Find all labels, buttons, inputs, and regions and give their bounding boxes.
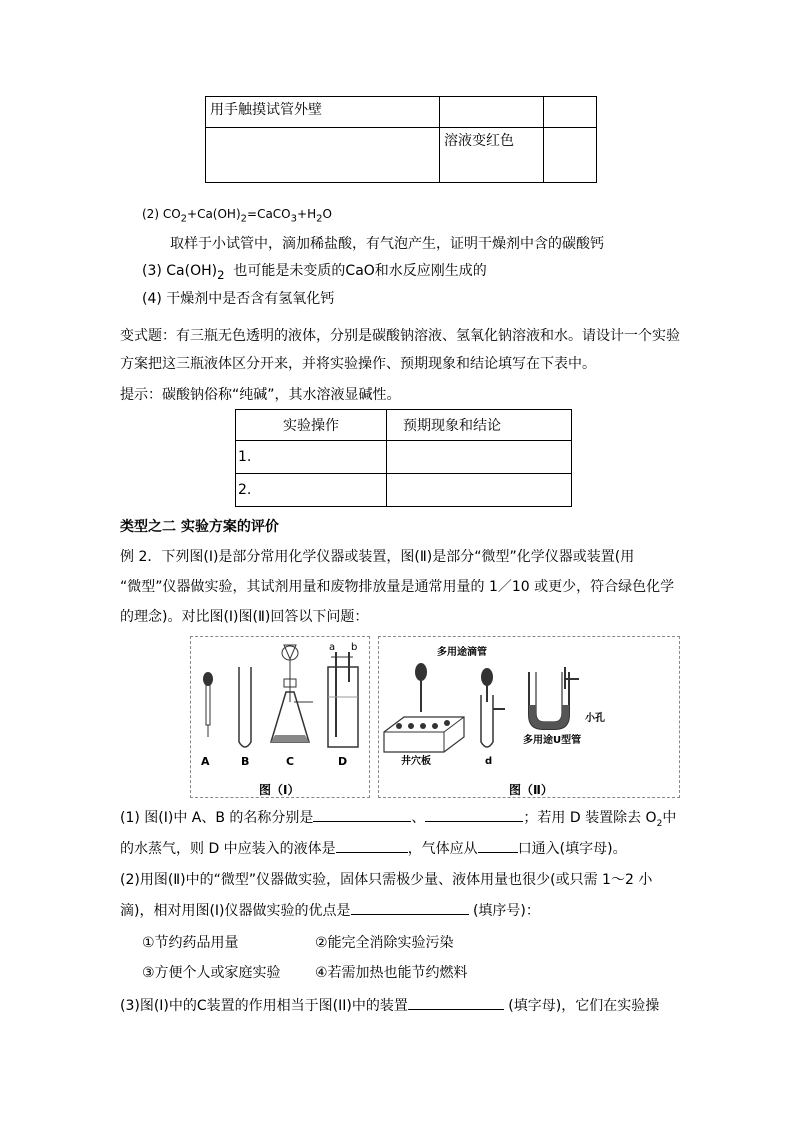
experiment-table	[235, 409, 572, 507]
table-cell	[206, 128, 440, 183]
dropper-tube-icon	[481, 668, 505, 747]
option-1: ①节约药品用量	[142, 935, 239, 951]
section-title: 类型之二 实验方案的评价	[120, 519, 279, 535]
answer-blank-b[interactable]	[425, 807, 523, 822]
label-plate: 井穴板	[401, 756, 431, 767]
result-table	[205, 96, 597, 183]
answer-2-text: 取样于小试管中，滴加稀盐酸，有气泡产生，证明干燥剂中含的碳酸钙	[170, 236, 604, 252]
label-a-port: a	[329, 642, 336, 653]
example-line-2: “微型”仪器做实验，其试剂用量和废物排放量是通常用量的 1／10 或更少，符合绿色化学	[120, 579, 675, 595]
option-3: ③方便个人或家庭实验	[142, 965, 281, 981]
u-tube-icon	[529, 667, 579, 729]
answer-3-text: (3) $Ca(OH)_2$ 也可能是未变质的CaO和水反应刚生成的	[142, 263, 487, 282]
table-cell: 2.	[236, 474, 387, 507]
label-hole: 小孔	[585, 713, 605, 724]
test-tube-icon	[239, 667, 251, 747]
figure-1-caption: 图（Ⅰ）	[259, 783, 300, 797]
figure-1	[190, 636, 370, 798]
question-1-line-2: 的水蒸气，则 D 中应装入的液体是 ，气体应从 口通入(填字母)。	[120, 838, 627, 858]
gas-bottle-icon	[328, 652, 358, 747]
variant-hint: 提示：碳酸钠俗称“纯碱”，其水溶液显碱性。	[120, 387, 401, 403]
table-cell	[544, 128, 597, 183]
label-c: C	[286, 755, 295, 768]
table-header: 预期现象和结论	[387, 410, 572, 441]
dropper-icon	[203, 672, 213, 737]
table-cell[interactable]	[387, 441, 572, 474]
answer-blank-port[interactable]	[478, 838, 518, 853]
option-4: ④若需加热也能节约燃料	[315, 965, 468, 981]
figure-2-caption: 图（Ⅱ）	[509, 783, 553, 797]
question-2-line-2: 滴)，相对用图(Ⅰ)仪器做实验的优点是 (填序号)：	[120, 900, 540, 920]
label-a: A	[201, 755, 210, 768]
variant-line-2: 方案把这三瓶液体区分开来，并将实验操作、预期现象和结论填写在下表中。	[120, 356, 596, 372]
example-line-3: 的理念)。对比图(Ⅰ)图(Ⅱ)回答以下问题：	[120, 609, 369, 625]
table-cell: 溶液变红色	[440, 128, 544, 183]
figure-1-drawing	[191, 637, 369, 777]
figure-2-drawing	[379, 637, 679, 777]
answer-blank-liquid[interactable]	[336, 838, 408, 853]
label-d: D	[338, 755, 348, 768]
question-3-line-1: (3)图(Ⅰ)中的C装置的作用相当于图(II)中的装置 (填字母)，它们在实验操	[120, 995, 659, 1015]
table-cell: 1.	[236, 441, 387, 474]
multi-dropper-icon	[415, 663, 427, 712]
well-plate-icon	[384, 717, 464, 752]
answer-blank-a[interactable]	[313, 807, 411, 822]
example-line-1: 例 2．下列图(Ⅰ)是部分常用化学仪器或装置，图(Ⅱ)是部分“微型”化学仪器或装置(用	[120, 549, 635, 565]
answer-blank-device[interactable]	[408, 995, 504, 1010]
table-cell	[440, 97, 544, 128]
answer-4-text: (4) 干燥剂中是否含有氢氧化钙	[142, 291, 335, 307]
variant-line-1: 变式题：有三瓶无色透明的液体，分别是碳酸钠溶液、氢氧化钠溶液和水。请设计一个实验	[120, 328, 680, 344]
table-cell	[544, 97, 597, 128]
table-cell[interactable]	[387, 474, 572, 507]
label-utube: 多用途U型管	[523, 735, 582, 746]
answer-blank-advantage[interactable]	[351, 900, 469, 915]
label-d-device: d	[485, 756, 493, 767]
option-2: ②能完全消除实验污染	[315, 935, 454, 951]
flask-icon	[271, 645, 313, 742]
question-1-line-1: (1) 图(Ⅰ)中 A、B 的名称分别是 、 ；若用 D 装置除去 $O_2$中	[120, 807, 676, 829]
answer-2-formula: (2) $CO_2+Ca(OH)_2=CaCO_3+H_2O$	[142, 207, 332, 225]
label-b: B	[241, 755, 250, 768]
question-2-line-1: (2)用图(Ⅱ)中的“微型”仪器做实验，固体只需极少量、液体用量也很少(或只需 1～2 小	[120, 872, 653, 888]
label-dropper: 多用途滴管	[437, 647, 487, 658]
table-cell: 用手触摸试管外壁	[206, 97, 440, 128]
table-header: 实验操作	[236, 410, 387, 441]
figure-2	[378, 636, 680, 798]
label-b-port: b	[351, 642, 358, 653]
